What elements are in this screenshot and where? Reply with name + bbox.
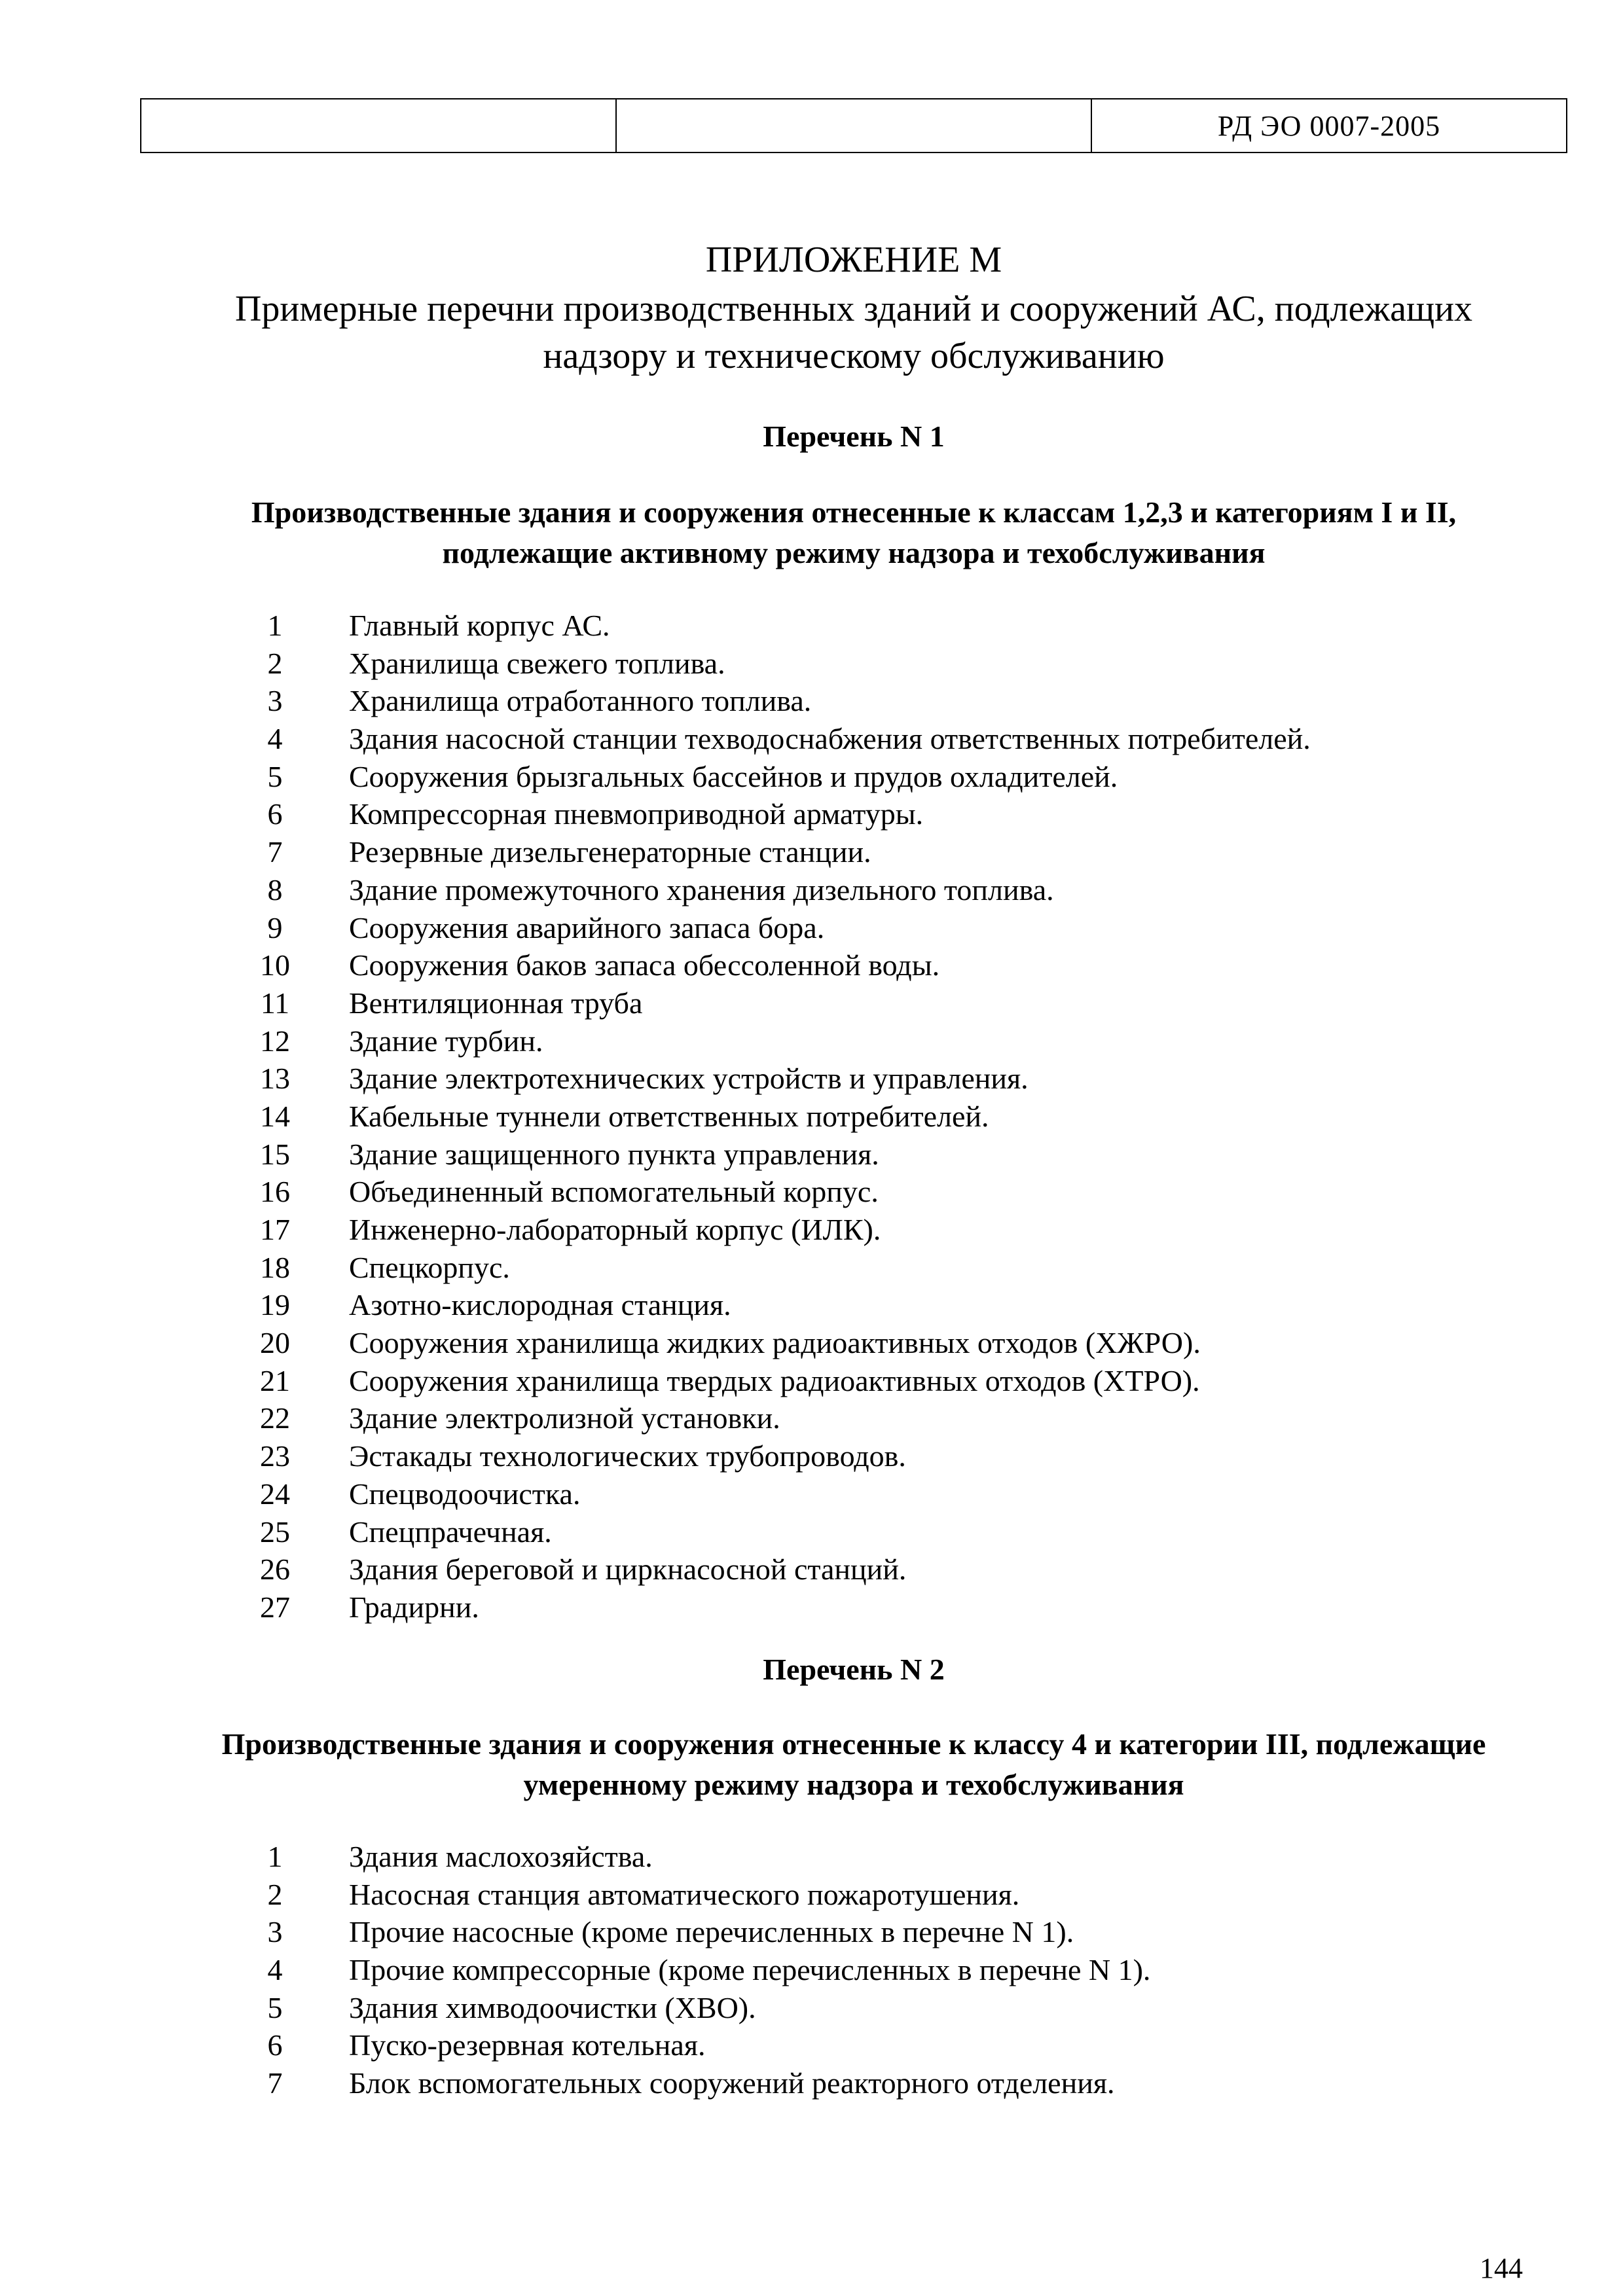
list-item-number: 23	[260, 1439, 290, 1473]
list-item-number: 5	[267, 759, 283, 793]
list-item-text: Здания береговой и циркнасосной станций.	[349, 1552, 907, 1587]
list-item-number: 2	[267, 1877, 283, 1911]
list-1-description-line-1: Производственные здания и сооружения отнесенные к классам 1,2,3 и категориям I и II,	[251, 495, 1457, 529]
list-item-text: Компрессорная пневмоприводной арматуры.	[349, 797, 924, 831]
list-item	[0, 946, 1623, 984]
header-table	[140, 98, 1567, 153]
list-item-text: Объединенный вспомогательный корпус.	[349, 1175, 879, 1209]
list-item	[0, 1551, 1623, 1588]
list-item	[0, 1060, 1623, 1098]
list-item	[0, 1399, 1623, 1437]
list-item	[0, 1324, 1623, 1362]
list-item-number: 26	[260, 1552, 290, 1587]
list-item-text: Здание электролизной установки.	[349, 1401, 780, 1435]
list-item-number: 3	[267, 684, 283, 718]
list-item	[0, 795, 1623, 833]
list-item-text: Спецкорпус.	[349, 1250, 510, 1284]
list-item-text: Эстакады технологических трубопроводов.	[349, 1439, 906, 1473]
list-item	[0, 758, 1623, 796]
list-item-text: Сооружения хранилища жидких радиоактивных отходов (ХЖРО).	[349, 1326, 1201, 1360]
list-item-number: 6	[267, 2028, 283, 2062]
list-item-text: Пуско-резервная котельная.	[349, 2028, 706, 2062]
document-code: РД ЭО 0007-2005	[1091, 99, 1567, 152]
list-item-number: 19	[260, 1288, 290, 1322]
list-item-text: Прочие компрессорные (кроме перечисленных в перечне N 1).	[349, 1953, 1151, 1987]
list-item	[0, 607, 1623, 645]
list-item-text: Хранилища отработанного топлива.	[349, 684, 812, 718]
list-item	[0, 1989, 1623, 2027]
list-item-number: 14	[260, 1099, 290, 1133]
list-item-number: 17	[260, 1213, 290, 1246]
list-item-text: Блок вспомогательных сооружений реакторного отделения.	[349, 2066, 1115, 2100]
list-item-number: 22	[260, 1401, 290, 1435]
list-item	[0, 984, 1623, 1022]
list-item-text: Сооружения баков запаса обессоленной воды.	[349, 948, 940, 982]
list-item-text: Прочие насосные (кроме перечисленных в перечне N 1).	[349, 1915, 1074, 1949]
list-item	[0, 645, 1623, 683]
list-item-number: 3	[267, 1915, 283, 1949]
list-item-number: 16	[260, 1175, 290, 1209]
list-item-text: Спецпрачечная.	[349, 1515, 552, 1549]
list-item-text: Градирни.	[349, 1590, 479, 1624]
list-2-description	[140, 1724, 1567, 1805]
list-item	[0, 720, 1623, 758]
list-item-text: Спецводоочистка.	[349, 1477, 581, 1511]
list-item-number: 10	[260, 948, 290, 982]
list-1-description-line-2: подлежащие активному режиму надзора и техобслуживания	[442, 536, 1266, 569]
list-item-text: Здание промежуточного хранения дизельного топлива.	[349, 872, 1054, 906]
list-item-number: 20	[260, 1326, 290, 1360]
list-item-text: Сооружения брызгальных бассейнов и прудов охладителей.	[349, 759, 1118, 793]
list-item-number: 13	[260, 1062, 290, 1096]
list-item-text: Азотно-кислородная станция.	[349, 1288, 731, 1322]
list-item-text: Здания маслохозяйства.	[349, 1840, 653, 1873]
list-item-number: 2	[267, 646, 283, 680]
list-item-text: Здание электротехнических устройств и управления.	[349, 1062, 1029, 1096]
list-item-number: 1	[267, 1840, 283, 1873]
list-item-number: 8	[267, 872, 283, 906]
list-item-text: Здания насосной станции техводоснабжения ответственных потребителей.	[349, 722, 1311, 756]
list-item-number: 18	[260, 1250, 290, 1284]
list-item	[0, 909, 1623, 947]
list-item-number: 21	[260, 1363, 290, 1397]
list-item-number: 7	[267, 835, 283, 869]
list-item	[0, 1951, 1623, 1989]
list-item	[0, 1022, 1623, 1060]
list-item	[0, 1588, 1623, 1626]
list-item-number: 9	[267, 910, 283, 944]
list-2-items	[0, 1838, 1623, 2102]
list-item	[0, 1437, 1623, 1475]
list-item	[0, 1876, 1623, 1914]
list-item	[0, 682, 1623, 720]
list-item-text: Инженерно-лабораторный корпус (ИЛК).	[349, 1213, 881, 1246]
list-item	[0, 1173, 1623, 1211]
list-2-description-line-2: умеренному режиму надзора и техобслуживания	[523, 1768, 1184, 1801]
list-item	[0, 833, 1623, 871]
appendix-title: ПРИЛОЖЕНИЕ М	[705, 240, 1002, 280]
list-item-number: 5	[267, 1990, 283, 2024]
list-item-text: Здание защищенного пункта управления.	[349, 1137, 879, 1171]
page-number: 144	[1480, 2252, 1523, 2284]
list-item-number: 6	[267, 797, 283, 831]
list-item	[0, 1098, 1623, 1136]
list-item-number: 4	[267, 1953, 283, 1987]
list-item	[0, 2026, 1623, 2064]
header-cell-1	[141, 99, 616, 152]
list-item-text: Здание турбин.	[349, 1024, 543, 1058]
list-1-heading: Перечень N 1	[763, 420, 945, 453]
header-cell-2	[616, 99, 1091, 152]
list-item	[0, 871, 1623, 909]
list-item-text: Насосная станция автоматического пожаротушения.	[349, 1877, 1020, 1911]
appendix-subtitle-line-2: надзору и техническому обслуживанию	[543, 336, 1165, 376]
appendix-subtitle	[140, 285, 1567, 380]
list-item-number: 11	[260, 986, 290, 1020]
list-item-number: 27	[260, 1590, 290, 1624]
list-item	[0, 1136, 1623, 1174]
list-item	[0, 1475, 1623, 1513]
list-item	[0, 1513, 1623, 1551]
list-2-description-line-1: Производственные здания и сооружения отнесенные к классу 4 и категории III, подлежащие	[221, 1727, 1486, 1761]
list-item	[0, 1211, 1623, 1249]
list-item	[0, 1249, 1623, 1287]
list-item-text: Кабельные туннели ответственных потребителей.	[349, 1099, 989, 1133]
list-item-text: Здания химводоочистки (ХВО).	[349, 1990, 756, 2024]
list-item-number: 15	[260, 1137, 290, 1171]
list-item-text: Хранилища свежего топлива.	[349, 646, 725, 680]
list-item-number: 4	[267, 722, 283, 756]
list-item-number: 1	[267, 609, 283, 642]
list-item	[0, 1362, 1623, 1400]
list-item-text: Сооружения аварийного запаса бора.	[349, 910, 825, 944]
list-2-heading: Перечень N 2	[763, 1653, 945, 1686]
appendix-subtitle-line-1: Примерные перечни производственных зданий и сооружений АС, подлежащих	[234, 289, 1473, 329]
list-item-text: Вентиляционная труба	[349, 986, 643, 1020]
list-item-number: 25	[260, 1515, 290, 1549]
list-item-number: 12	[260, 1024, 290, 1058]
list-item-number: 24	[260, 1477, 290, 1511]
list-item	[0, 1838, 1623, 1876]
list-item	[0, 1286, 1623, 1324]
list-1-items	[0, 607, 1623, 1626]
list-item-number: 7	[267, 2066, 283, 2100]
list-item-text: Резервные дизельгенераторные станции.	[349, 835, 871, 869]
list-item	[0, 2064, 1623, 2102]
list-item-text: Главный корпус АС.	[349, 609, 610, 642]
list-item	[0, 1913, 1623, 1951]
list-1-description	[140, 492, 1567, 573]
list-item-text: Сооружения хранилища твердых радиоактивных отходов (ХТРО).	[349, 1363, 1200, 1397]
